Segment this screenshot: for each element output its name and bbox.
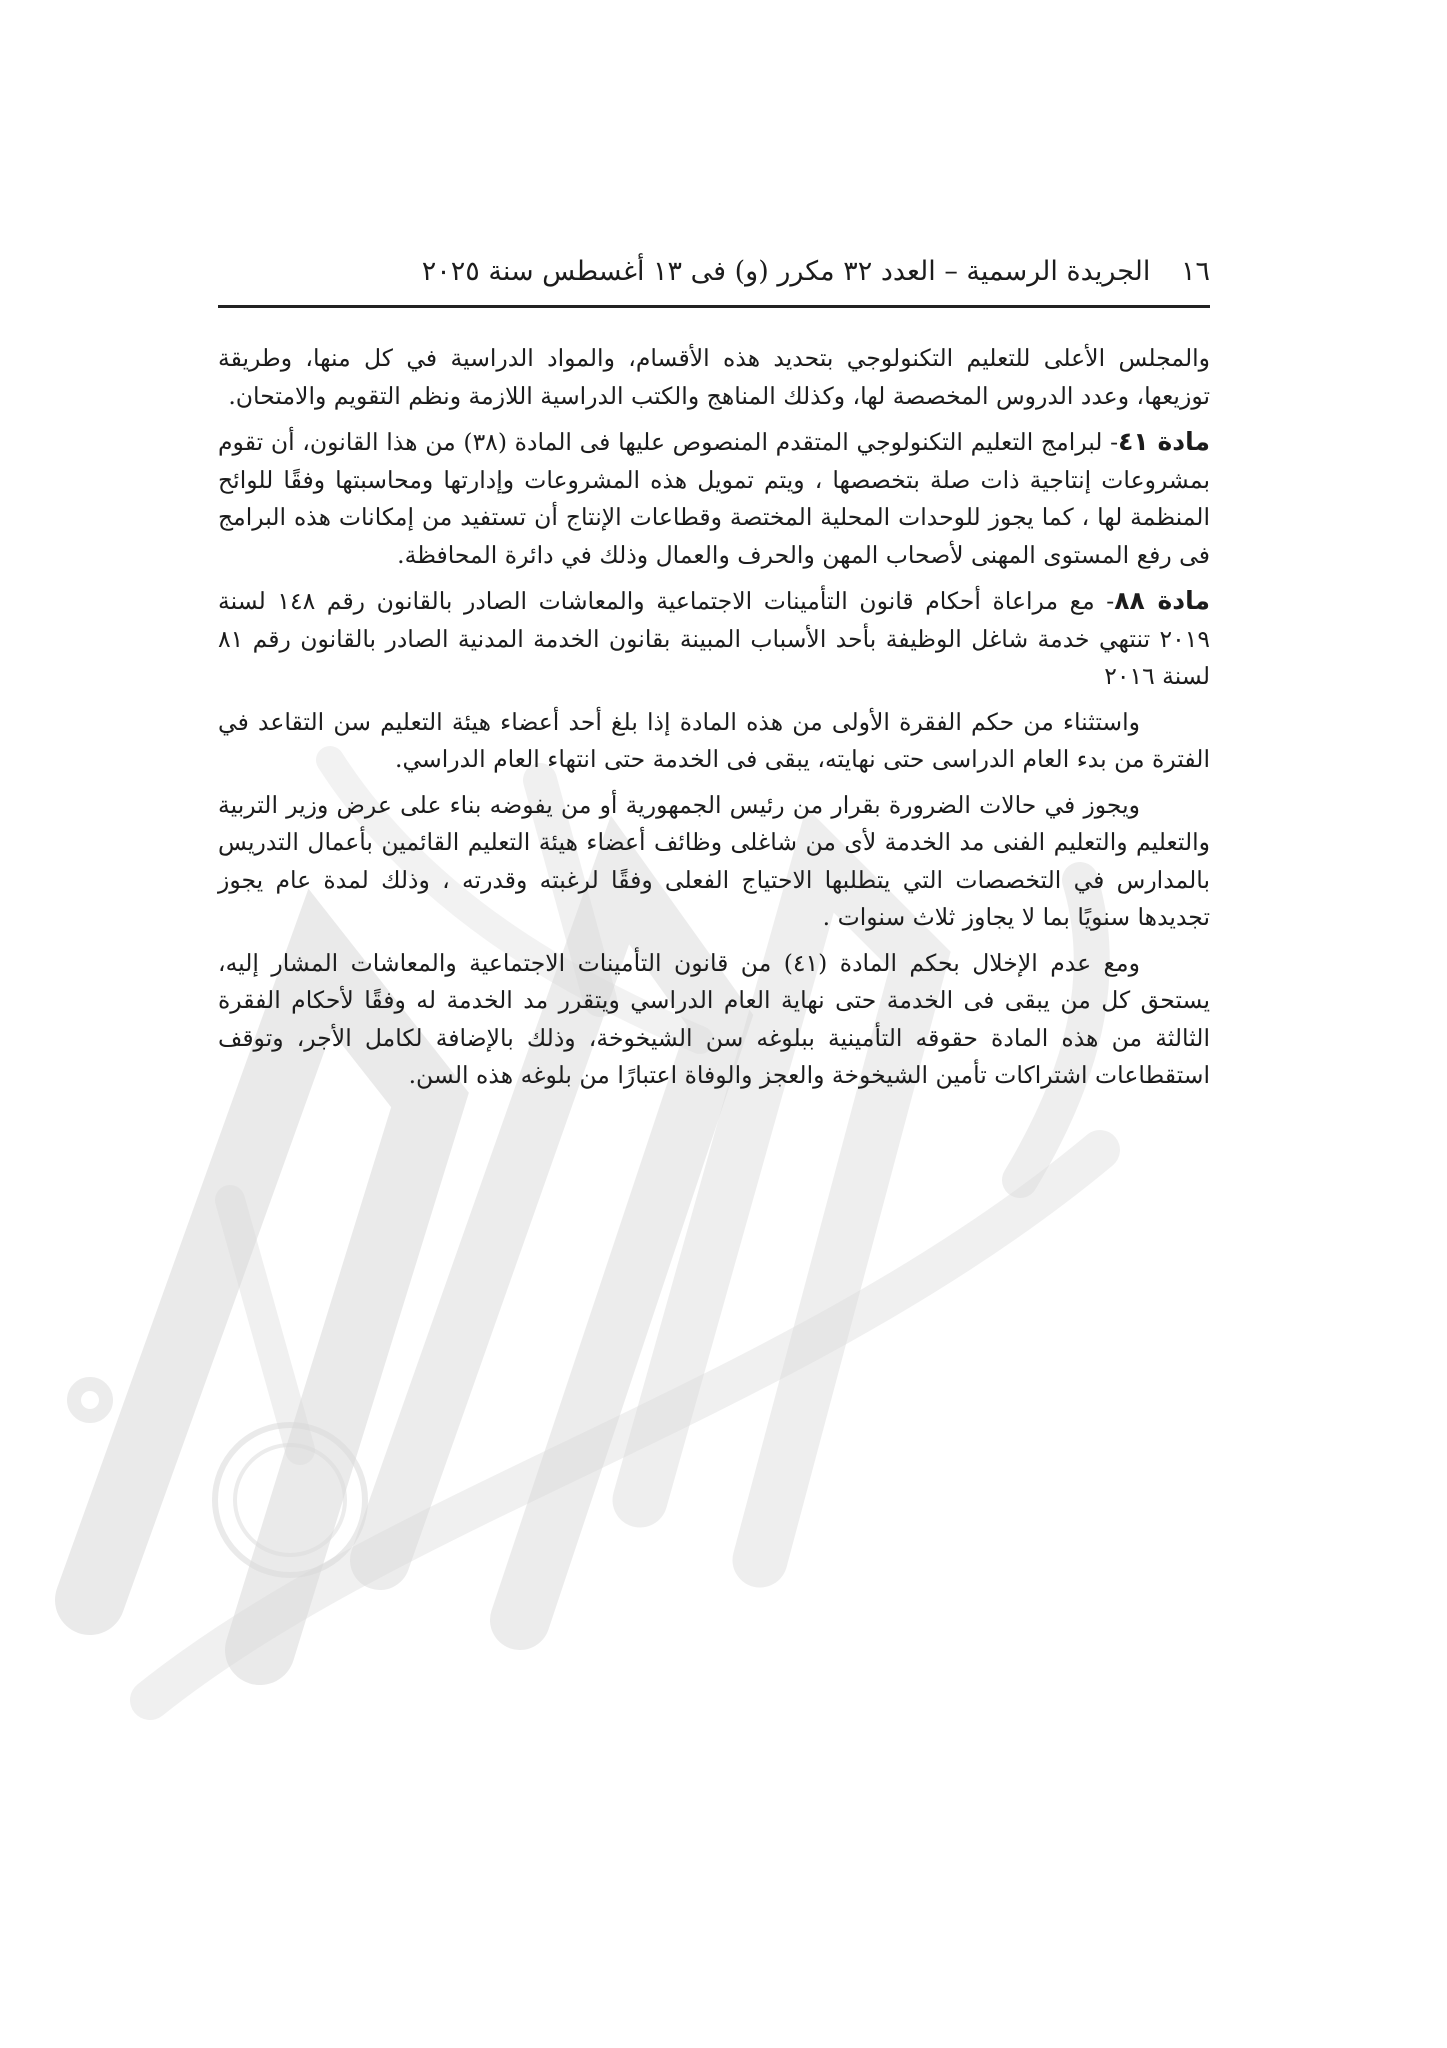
article-88-label: مادة ٨٨ (1114, 586, 1210, 615)
paragraph-1 (218, 340, 1210, 415)
article-41-text: - لبرامج التعليم التكنولوجي المتقدم المنصوص عليها فى المادة (٣٨) من هذا القانون، أن تقوم بمشروعات إنتاجية ذات صلة بتخصصها ، ويتم تمويل هذه المشروعات وإدارتها ومحاسبتها وفقًا للوائح المنظمة لها ، كما يجوز للوحدات المحلية المختصة وقطاعات الإنتاج أن تستفيد من إمكانات هذه البرامج فى رفع المستوى المهنى لأصحاب المهن والحرف والعمال وذلك في دائرة المحافظة. (218, 428, 1210, 569)
paragraph-4 (218, 704, 1210, 779)
document-body (218, 340, 1210, 1103)
gazette-header-title: الجريدة الرسمية – العدد ٣٢ مكرر (و) فى ١٣ أغسطس سنة ٢٠٢٥ (421, 256, 1151, 287)
page-number: ١٦ (1180, 256, 1210, 287)
paragraph-6-text: ومع عدم الإخلال بحكم المادة (٤١) من قانون التأمينات الاجتماعية والمعاشات المشار إليه، يستحق كل من يبقى فى الخدمة حتى نهاية العام الدراسي ويتقرر مد الخدمة له وفقًا لأحكام الفقرة الثالثة من هذه المادة حقوقه التأمينية ببلوغه سن الشيخوخة، وذلك بالإضافة لكامل الأجر، وتوقف استقطاعات اشتراكات تأمين الشيخوخة والعجز والوفاة اعتبارًا من بلوغه هذه السن. (218, 948, 1210, 1089)
article-88-text: - مع مراعاة أحكام قانون التأمينات الاجتماعية والمعاشات الصادر بالقانون رقم ١٤٨ لسنة ٢٠١٩ تنتهي خدمة شاغل الوظيفة بأحد الأسباب المبينة بقانون الخدمة المدنية الصادر بالقانون رقم ٨١ لسنة ٢٠١٦ (218, 587, 1210, 690)
page-header (218, 248, 1210, 296)
paragraph-1-text: والمجلس الأعلى للتعليم التكنولوجي بتحديد هذه الأقسام، والمواد الدراسية في كل منها، وطريقة توزيعها، وعدد الدروس المخصصة لها، وكذلك المناهج والكتب الدراسية اللازمة ونظم التقويم والامتحان. (218, 344, 1210, 410)
paragraph-4-text: واستثناء من حكم الفقرة الأولى من هذه المادة إذا بلغ أحد أعضاء هيئة التعليم سن التقاعد في الفترة من بدء العام الدراسى حتى نهايته، يبقى فى الخدمة حتى انتهاء العام الدراسي. (218, 707, 1210, 773)
paragraph-6 (218, 945, 1210, 1095)
article-41-label: مادة ٤١ (1118, 427, 1210, 456)
header-divider (218, 305, 1210, 308)
paragraph-article-88 (218, 582, 1210, 696)
paragraph-5 (218, 787, 1210, 937)
paragraph-5-text: ويجوز في حالات الضرورة بقرار من رئيس الجمهورية أو من يفوضه بناء على عرض وزير التربية والتعليم والتعليم الفنى مد الخدمة لأى من شاغلى وظائف أعضاء هيئة التعليم القائمين بأعمال التدريس بالمدارس في التخصصات التي يتطلبها الاحتياج الفعلى وفقًا لرغبته وقدرته ، وذلك لمدة عام يجوز تجديدها سنويًا بما لا يجاوز ثلاث سنوات . (218, 790, 1210, 931)
paragraph-article-41 (218, 423, 1210, 574)
